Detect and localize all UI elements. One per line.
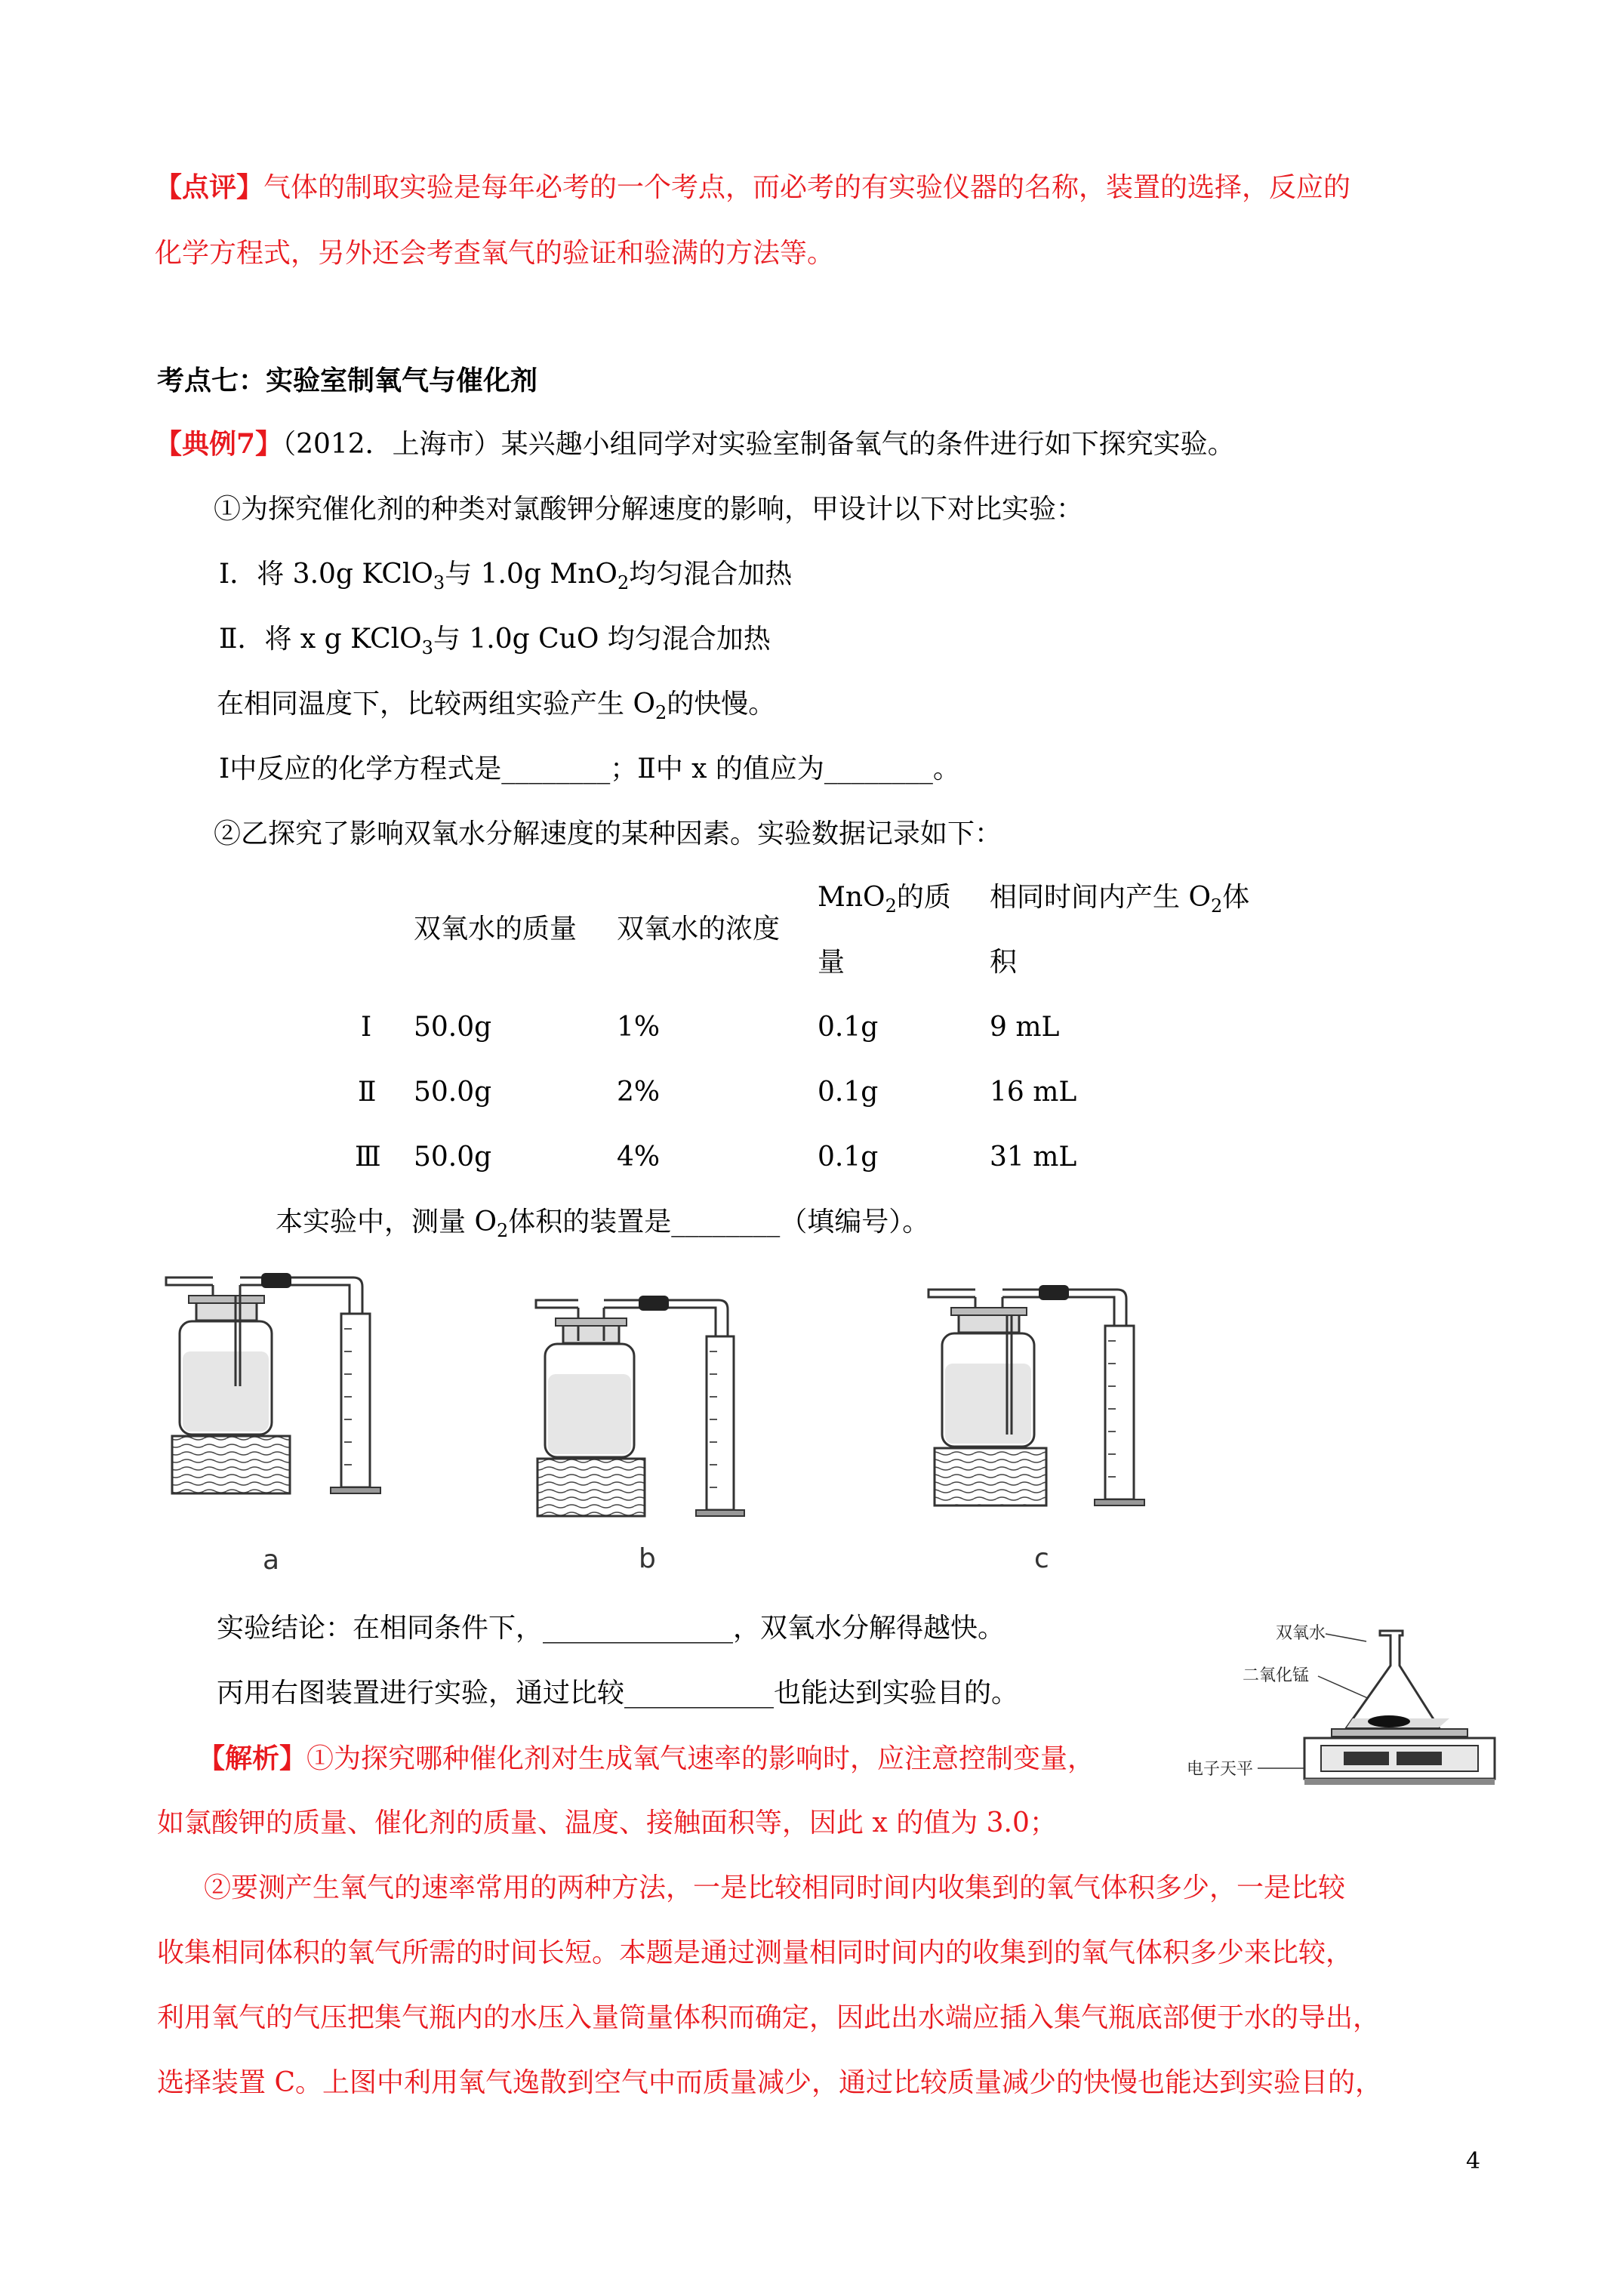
header-conc: 双氧水的浓度 xyxy=(617,914,781,945)
row-1-conc: 1% xyxy=(617,1012,661,1043)
row-1-vol: 9 mL xyxy=(990,1012,1060,1043)
q1-intro: ①为探究催化剂的种类对氯酸钾分解速度的影响，甲设计以下对比实验： xyxy=(214,494,1084,525)
label-h2o2: 双氧水 xyxy=(1276,1624,1326,1643)
apparatus-a xyxy=(166,1273,380,1493)
row-2-mno2: 0.1g xyxy=(818,1077,879,1108)
q2-intro: ②乙探究了影响双氧水分解速度的某种因素。实验数据记录如下： xyxy=(214,818,1002,849)
q2-bing: 丙用右图装置进行实验，通过比较___________也能达到实验目的。 xyxy=(217,1678,1019,1709)
analysis-tag: 【解析】 xyxy=(198,1743,307,1774)
analysis-line-4: 收集相同体积的氧气所需的时间长短。本题是通过测量相同时间内的收集到的氧气体积多少来比较， xyxy=(157,1937,1354,1968)
header-volume-cont: 积 xyxy=(990,947,1018,978)
review-tag: 【点评】 xyxy=(155,171,264,203)
q1-exp2: Ⅱ．将 x g KClO$_3$与 1.0g CuO 均匀混合加热 xyxy=(219,624,771,658)
example-heading: 【典例7】（2012．上海市）某兴趣小组同学对实验室制备氧气的条件进行如下探究实验。 xyxy=(155,428,1235,460)
header-mno2: MnO$_2$的质 xyxy=(818,882,951,917)
label-mno2: 二氧化锰 xyxy=(1243,1666,1310,1685)
page-number: 4 xyxy=(1466,2148,1481,2174)
row-1-mno2: 0.1g xyxy=(818,1012,879,1043)
q2-conclusion: 实验结论：在相同条件下，______________，双氧水分解得越快。 xyxy=(217,1613,1006,1644)
q2-measure: 本实验中，测量 $O_2$体积的装置是________（填编号）。 xyxy=(276,1207,930,1241)
apparatus-label-c: c xyxy=(1034,1543,1049,1574)
analysis-line-2: 如氯酸钾的质量、催化剂的质量、温度、接触面积等，因此 x 的值为 3.0； xyxy=(157,1808,1057,1838)
example-tag: 【典例7】 xyxy=(155,428,283,460)
label-balance: 电子天平 xyxy=(1187,1760,1254,1779)
apparatus-c xyxy=(929,1285,1144,1505)
row-3-mno2: 0.1g xyxy=(818,1142,879,1173)
row-1-mass: 50.0g xyxy=(414,1012,492,1043)
header-mass: 双氧水的质量 xyxy=(414,914,577,945)
header-mno2-cont: 量 xyxy=(818,947,845,978)
analysis-line-5: 利用氧气的气压把集气瓶内的水压入量筒量体积而确定，因此出水端应插入集气瓶底部便于水的导出， xyxy=(157,2002,1381,2033)
row-2-vol: 16 mL xyxy=(990,1077,1077,1108)
row-2-conc: 2% xyxy=(617,1077,661,1108)
review-line-2: 化学方程式，另外还会考查氧气的验证和验满的方法等。 xyxy=(155,238,835,269)
apparatus-label-a: a xyxy=(263,1545,280,1576)
row-3-vol: 31 mL xyxy=(990,1142,1077,1173)
apparatus-label-b: b xyxy=(639,1543,656,1574)
balance-diagram xyxy=(1185,1616,1487,1812)
row-2-mass: 50.0g xyxy=(414,1077,492,1108)
q1-compare: 在相同温度下，比较两组实验产生 $O_2$的快慢。 xyxy=(217,689,776,723)
section-title: 考点七：实验室制氧气与催化剂 xyxy=(157,365,538,396)
row-3-mass: 50.0g xyxy=(414,1142,492,1173)
analysis-line-1: 【解析】①为探究哪种催化剂对生成氧气速率的影响时，应注意控制变量， xyxy=(198,1743,1095,1774)
analysis-line-3: ②要测产生氧气的速率常用的两种方法，一是比较相同时间内收集到的氧气体积多少，一是比较 xyxy=(204,1872,1346,1903)
row-3-conc: 4% xyxy=(617,1142,661,1173)
apparatus-b xyxy=(536,1296,744,1516)
q1-exp1: Ⅰ．将 3.0g KClO$_3$与 1.0g MnO$_2$均匀混合加热 xyxy=(219,559,793,593)
q1-question: Ⅰ中反应的化学方程式是________；Ⅱ中 x 的值应为________。 xyxy=(219,754,960,784)
review-line-1: 【点评】气体的制取实验是每年必考的一个考点，而必考的有实验仪器的名称，装置的选择，反应的 xyxy=(155,171,1351,203)
header-volume: 相同时间内产生 $O_2$体 xyxy=(990,882,1250,917)
row-2-id: Ⅱ xyxy=(358,1077,377,1108)
row-3-id: Ⅲ xyxy=(355,1142,381,1173)
row-1-id: Ⅰ xyxy=(361,1012,372,1043)
analysis-line-6: 选择装置 C。上图中利用氧气逸散到空气中而质量减少，通过比较质量减少的快慢也能达到实验目的， xyxy=(157,2067,1382,2098)
